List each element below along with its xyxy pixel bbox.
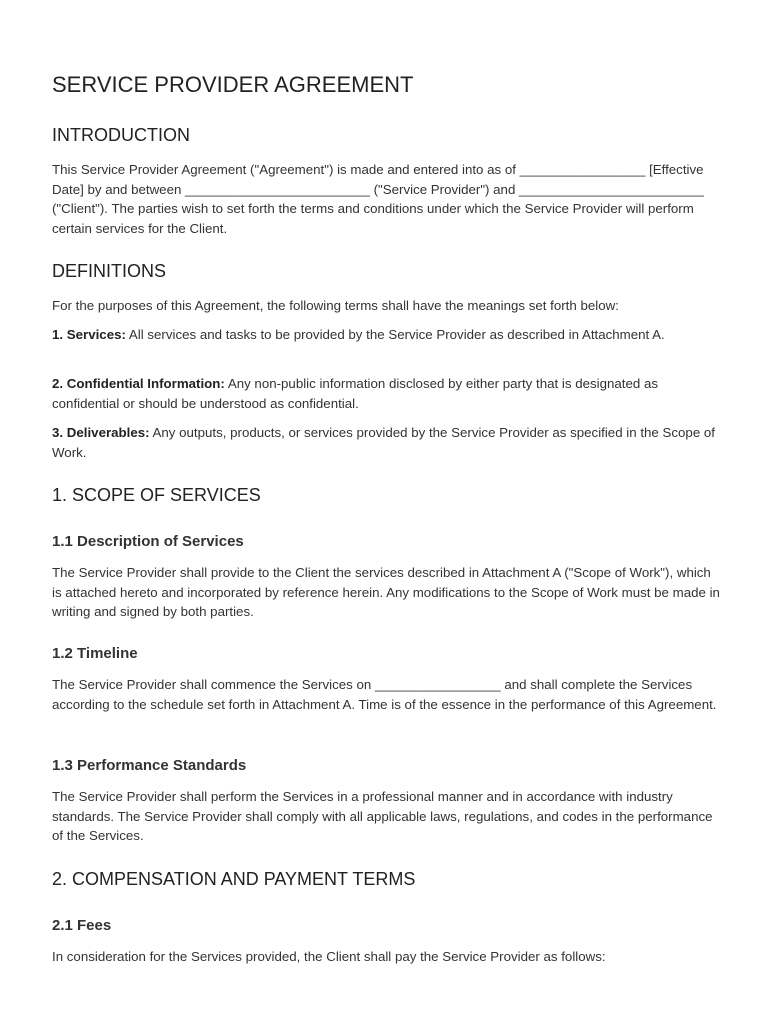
timeline-paragraph: The Service Provider shall commence the Services on _________________ and shall complete the Services according to the schedule set forth in Attachment A. Time is of the essence in the performance of this Agreement.: [52, 677, 717, 712]
subheading-description: 1.1 Description of Services: [52, 533, 244, 550]
definition-text: Any outputs, products, or services provided by the Service Provider as specified in the Scope of Work.: [52, 425, 715, 460]
description-paragraph: The Service Provider shall provide to the Client the services described in Attachment A ("Scope of Work"), which is attached hereto and incorporated by reference herein. Any modifications to the Scope of Work must be made in writing and signed by both parties.: [52, 565, 720, 619]
fees-paragraph: In consideration for the Services provided, the Client shall pay the Service Provider as follows:: [52, 949, 606, 964]
definition-text: All services and tasks to be provided by the Service Provider as described in Attachment A.: [125, 327, 665, 342]
definition-text: Any non-public information disclosed by either party that is designated as confidential or should be understood as confidential.: [52, 376, 658, 411]
definition-term: 1. Services:: [52, 327, 126, 342]
subheading-performance: 1.3 Performance Standards: [52, 757, 247, 774]
definitions-lead: For the purposes of this Agreement, the following terms shall have the meanings set forth below:: [52, 298, 619, 313]
definition-item: [52, 325, 720, 345]
definition-item: [52, 374, 720, 413]
definition-term: 3. Deliverables:: [52, 425, 150, 440]
intro-paragraph: This Service Provider Agreement ("Agreement") is made and entered into as of _________________ [Effective Date] by and between _________________________ ("Service Provider") and _________________________ ("Client"). The parties wish to set forth the terms and conditions under which the Service Provider will perform certain services for the Client.: [52, 162, 704, 236]
subheading-fees: 2.1 Fees: [52, 917, 112, 934]
definition-term: 2. Confidential Information:: [52, 376, 225, 391]
subheading-timeline: 1.2 Timeline: [52, 645, 138, 662]
section-heading-scope: 1. SCOPE OF SERVICES: [52, 485, 261, 505]
section-heading-compensation: 2. COMPENSATION AND PAYMENT TERMS: [52, 869, 416, 889]
definition-item: [52, 423, 720, 462]
section-heading-definitions: DEFINITIONS: [52, 261, 167, 281]
document-title: SERVICE PROVIDER AGREEMENT: [52, 72, 414, 97]
performance-paragraph: The Service Provider shall perform the Services in a professional manner and in accordance with industry standards. The Service Provider shall comply with all applicable laws, regulations, and codes in the performance of the Services.: [52, 789, 713, 843]
section-heading-introduction: INTRODUCTION: [52, 125, 190, 145]
